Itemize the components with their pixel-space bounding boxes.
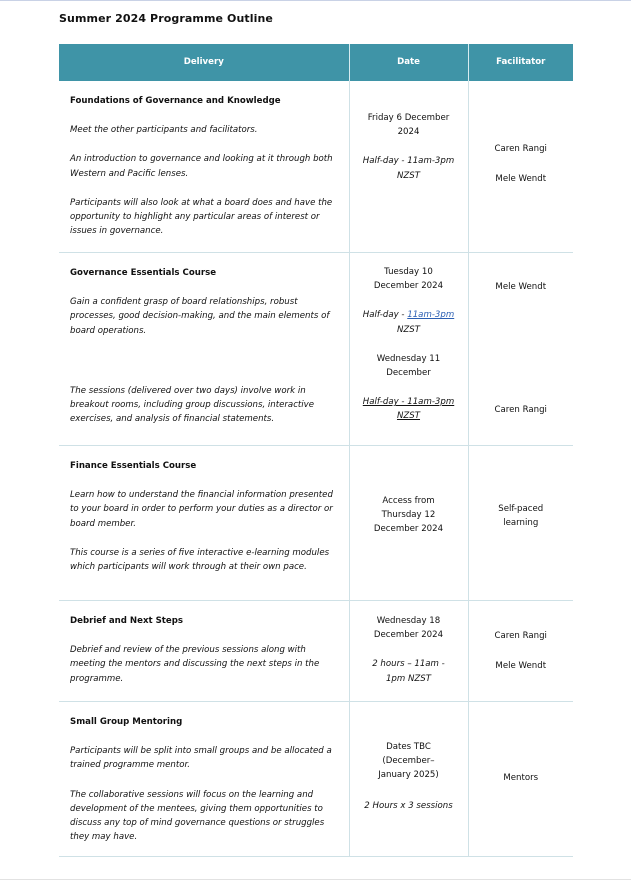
facilitator-name: Caren Rangi [494, 405, 547, 416]
session-name: Governance Essentials Course [70, 268, 217, 278]
facilitator-cell [468, 253, 573, 446]
table-row [59, 601, 573, 702]
session-name: Foundations of Governance and Knowledge [70, 96, 281, 106]
date-cell [349, 81, 468, 253]
facilitator-name: Mele Wendt [495, 661, 547, 672]
facilitator-name: Caren Rangi [494, 631, 547, 641]
programme-table [59, 44, 573, 857]
session-name: Finance Essentials Course [70, 461, 197, 471]
session-description: An introduction to governance and looking at it through both Western and Pacific lenses. [70, 154, 333, 179]
facilitator-cell [468, 702, 573, 857]
date-cell [349, 446, 468, 601]
session-description: Participants will be split into small groups and be allocated a trained programme mentor. [70, 746, 332, 771]
delivery-cell [59, 253, 349, 446]
page-title: Summer 2024 Programme Outline [59, 12, 273, 25]
delivery-cell [59, 601, 349, 702]
session-description: Participants will also look at what a board does and have the opportunity to highlight any particular areas of interest or issues in governance. [70, 197, 333, 237]
delivery-cell [59, 702, 349, 857]
session-time-prefix: Half-day - [362, 310, 408, 321]
header-delivery: Delivery [59, 44, 349, 81]
date-cell [349, 702, 468, 857]
facilitator-name: Mele Wendt [495, 174, 547, 185]
session-description: Gain a confident grasp of board relationships, robust processes, good decision-making, and the main elements of board operations. [70, 297, 330, 336]
session-description: Learn how to understand the financial information presented to your board in order to perform your duties as a director or board member. [70, 490, 333, 529]
session-date: Tuesday 10 December 2024 [373, 267, 444, 292]
session-name: Debrief and Next Steps [70, 616, 183, 626]
table-row [59, 702, 573, 857]
session-description: This course is a series of five interactive e-learning modules which participants will work through at their own pace. [70, 547, 330, 573]
top-border [0, 0, 631, 1]
session-time [362, 308, 456, 336]
session-date: Dates TBC (December– January 2025) [378, 742, 439, 781]
session-time: Half-day - 11am-3pm NZST [362, 397, 455, 422]
facilitator-name: Mele Wendt [495, 282, 547, 292]
session-description: Debrief and review of the previous sessions along with meeting the mentors and discussing the next steps in the programme. [70, 645, 320, 684]
session-description: The collaborative sessions will focus on the learning and development of the mentees, giving them opportunities to discuss any top of mind governance questions or struggles they may have. [70, 789, 325, 843]
session-date: Wednesday 11 December [376, 353, 441, 379]
facilitator-name: Caren Rangi [494, 144, 547, 154]
table-header-row [59, 44, 573, 81]
facilitator-cell [468, 601, 573, 702]
session-date: Friday 6 December 2024 [367, 113, 450, 138]
table-row [59, 81, 573, 253]
header-date: Date [349, 44, 468, 81]
delivery-cell [59, 446, 349, 601]
session-date: Access from Thursday 12 December 2024 [373, 496, 444, 535]
facilitator-name: Mentors [503, 773, 539, 783]
header-facilitator: Facilitator [468, 44, 573, 81]
session-date: Wednesday 18 December 2024 [373, 616, 444, 641]
session-time-link[interactable]: 11am-3pm [407, 310, 455, 321]
session-time: 2 Hours x 3 sessions [364, 800, 453, 811]
table-row [59, 446, 573, 601]
session-description: Meet the other participants and facilitators. [70, 125, 258, 136]
session-name: Small Group Mentoring [70, 717, 183, 727]
facilitator-cell [468, 446, 573, 601]
facilitator-cell [468, 81, 573, 253]
facilitator-name: Self-paced learning [498, 504, 544, 529]
date-cell [349, 253, 468, 446]
table-row [59, 253, 573, 446]
session-description: The sessions (delivered over two days) involve work in breakout rooms, including group discussions, interactive exercises, and analysis of financial statements. [70, 385, 315, 425]
date-cell [349, 601, 468, 702]
session-time-suffix: NZST [396, 324, 421, 335]
delivery-cell [59, 81, 349, 253]
session-time: 2 hours – 11am - 1pm NZST [372, 659, 445, 684]
session-time: Half-day - 11am-3pm NZST [362, 156, 455, 181]
